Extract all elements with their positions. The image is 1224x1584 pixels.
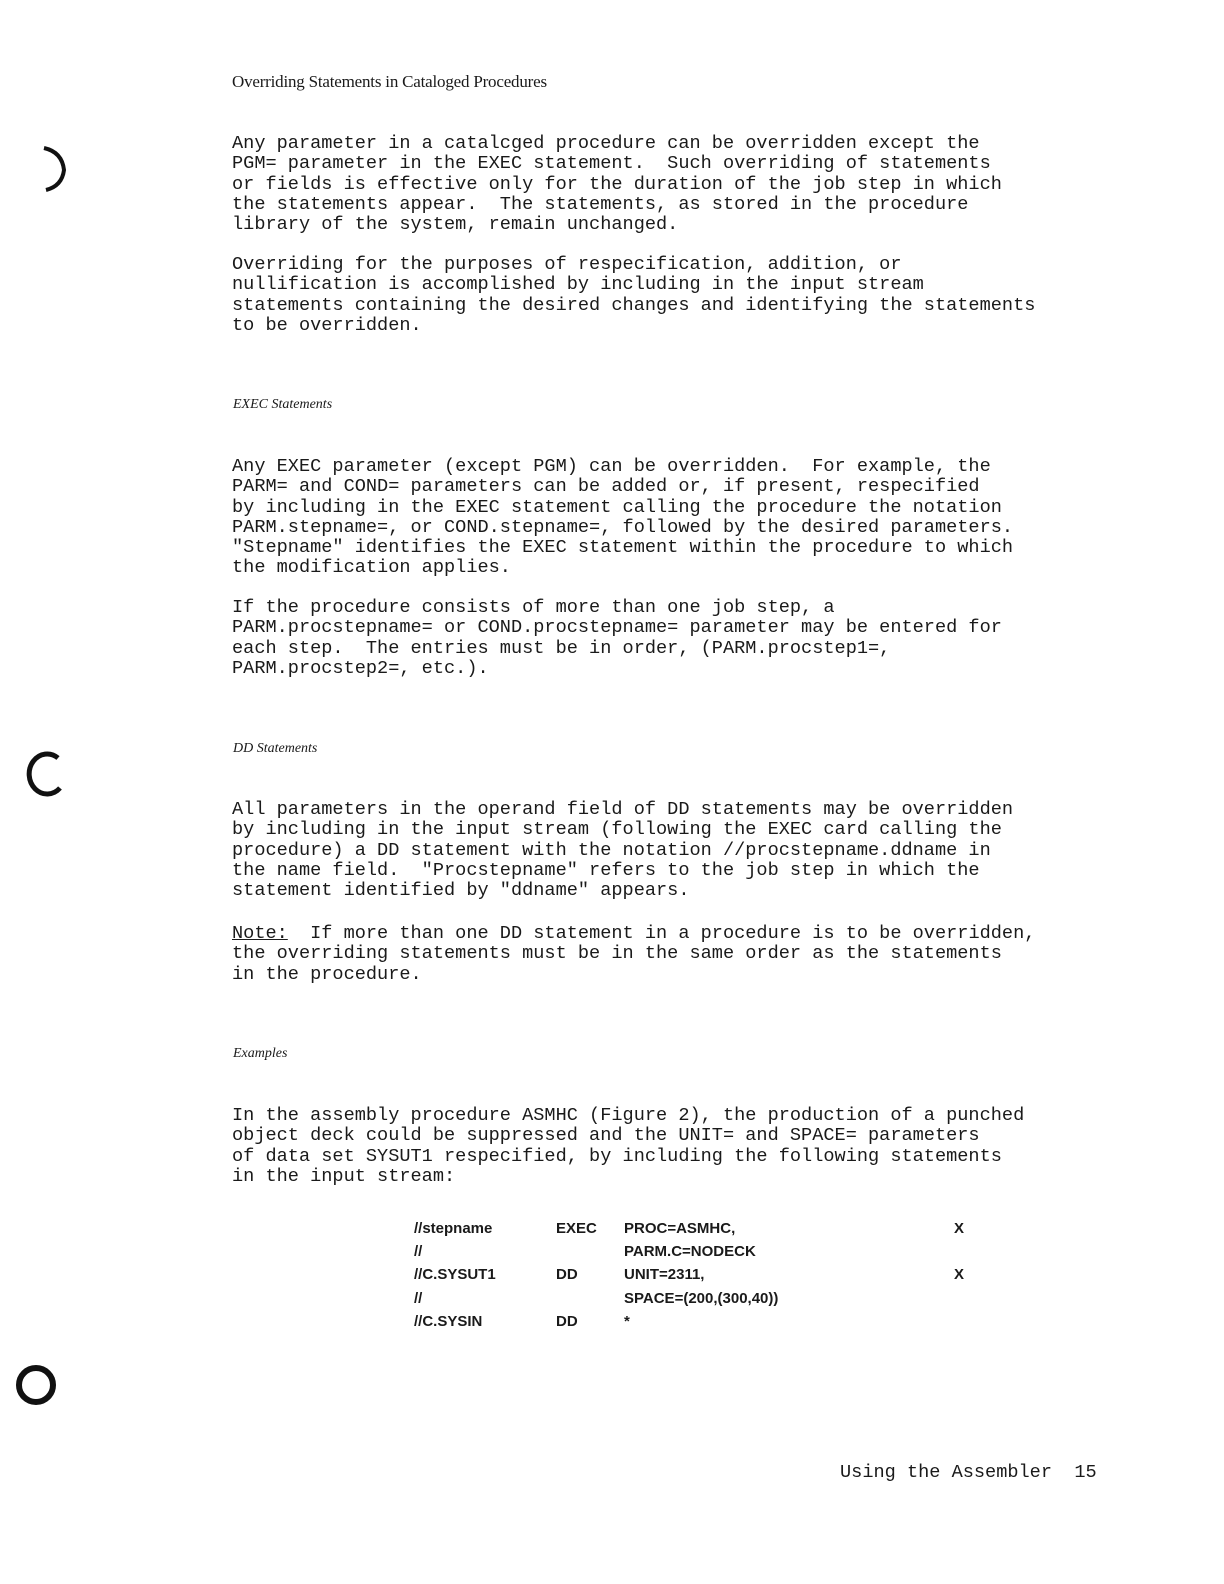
code-operation-field: EXEC bbox=[556, 1220, 597, 1237]
examples-section-heading: Examples bbox=[233, 1046, 288, 1061]
code-operand-field: * bbox=[624, 1312, 630, 1330]
dd-paragraph: All parameters in the operand field of DD statements may be overridden by including in the input stream (following the EXEC card calling the procedure) a DD statement with the notation //procstepname.ddname in the name field. "Procstepname" refers to the job step in which the statement identified by "ddname" appears. bbox=[232, 799, 1014, 902]
dd-note bbox=[232, 924, 1132, 985]
note-text: If more than one DD statement in a procedure is to be overridden, the overriding statements must be in the same order as the statements in the procedure. bbox=[232, 923, 1036, 985]
code-name-field: //stepname bbox=[414, 1220, 493, 1237]
punch-hole-middle-icon bbox=[18, 748, 68, 798]
exec-paragraph-1: Any EXEC parameter (except PGM) can be overridden. For example, the PARM= and COND= parameters can be added or, if present, respecified by including in the EXEC statement calling the procedure the notation PARM.stepname=, or COND.stepname=, followed by the desired parameters. "Stepname" identifies the EXEC statement within the procedure to which the modification applies. bbox=[232, 456, 1014, 579]
examples-paragraph: In the assembly procedure ASMHC (Figure 2), the production of a punched object deck could be suppressed and the UNIT= and SPACE= parameters of data set SYSUT1 respecified, by including the following statements in the input stream: bbox=[232, 1105, 1025, 1187]
page-number: 15 bbox=[1074, 1462, 1097, 1483]
dd-section-heading: DD Statements bbox=[233, 741, 318, 756]
code-operation-field: DD bbox=[556, 1266, 578, 1284]
page-title: Overriding Statements in Cataloged Procedures bbox=[232, 72, 547, 91]
code-name-field: // bbox=[414, 1289, 423, 1307]
code-name-field: //C.SYSUT1 bbox=[414, 1266, 496, 1284]
punch-hole-bottom-icon bbox=[12, 1360, 62, 1410]
code-operand-field: SPACE=(200,(300,40)) bbox=[624, 1289, 779, 1307]
page-footer bbox=[840, 1462, 1097, 1483]
code-continuation-mark: X bbox=[954, 1266, 965, 1284]
exec-paragraph-2: If the procedure consists of more than one job step, a PARM.procstepname= or COND.procstepname= parameter may be entered for each step. The entries must be in order, (PARM.procstep1=, PARM.procstep2=, etc.). bbox=[232, 597, 1002, 679]
code-continuation-mark: X bbox=[954, 1220, 965, 1237]
punch-hole-top-icon bbox=[36, 140, 72, 196]
code-operand-field: PARM.C=NODECK bbox=[624, 1243, 756, 1261]
code-operation-field: DD bbox=[556, 1312, 578, 1330]
code-operand-field: UNIT=2311, bbox=[624, 1266, 705, 1284]
footer-text: Using the Assembler bbox=[840, 1462, 1053, 1483]
intro-paragraph-2: Overriding for the purposes of respecification, addition, or nullification is accomplished by including in the input stream statements containing the desired changes and identifying the statements to be overridden. bbox=[232, 254, 1036, 336]
code-name-field: //C.SYSIN bbox=[414, 1312, 483, 1330]
code-name-field: // bbox=[414, 1243, 423, 1261]
intro-paragraph-1: Any parameter in a catalcged procedure can be overridden except the PGM= parameter in the EXEC statement. Such overriding of statements or fields is effective only for the duration of the job step in which the statements appear. The statements, as stored in the procedure library of the system, remain unchanged. bbox=[232, 133, 1002, 236]
note-label: Note: bbox=[232, 923, 288, 944]
code-operand-field: PROC=ASMHC, bbox=[624, 1220, 736, 1237]
exec-section-heading: EXEC Statements bbox=[233, 397, 333, 412]
